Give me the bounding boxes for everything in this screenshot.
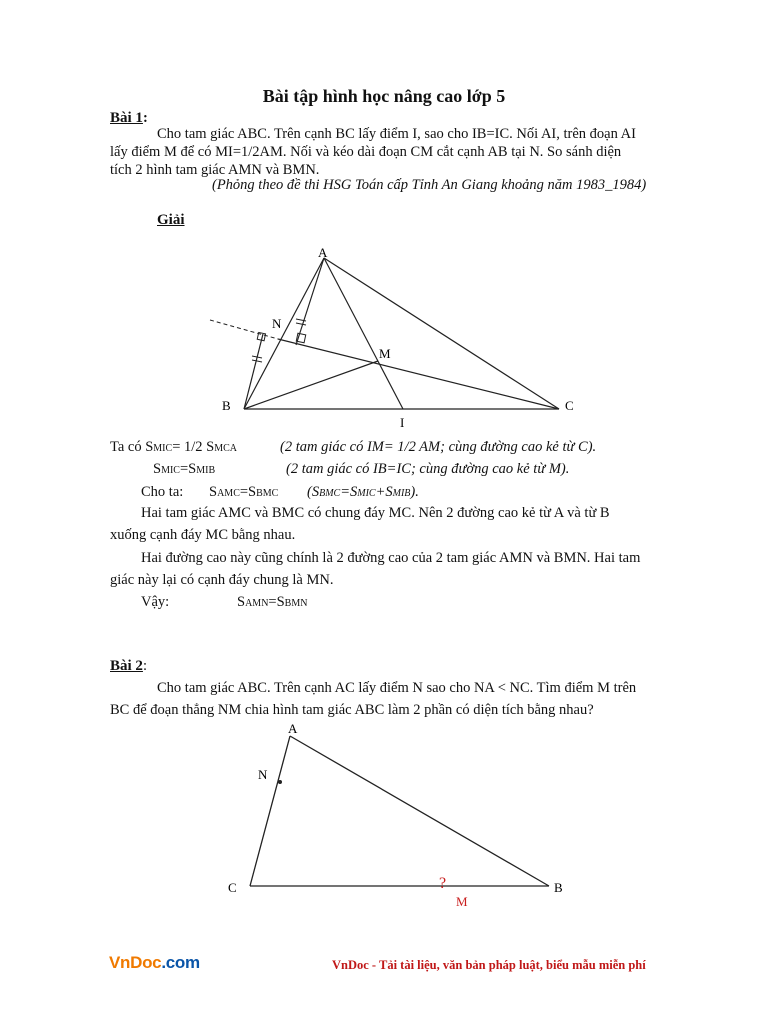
subscript: MIC — [153, 443, 173, 454]
footer-tagline: VnDoc - Tải tài liệu, văn bản pháp luật, biểu mẫu miễn phí — [332, 958, 646, 972]
subscript: AMC — [217, 488, 240, 499]
subscript: BMN — [284, 598, 308, 609]
side-ab — [290, 736, 549, 886]
subscript: AMN — [245, 598, 269, 609]
bai2-triangle-figure — [0, 710, 768, 920]
label-n: N — [272, 316, 282, 331]
solution-line-2-note: (2 tam giác có IB=IC; cùng đường cao kẻ từ M). — [286, 461, 570, 477]
bai1-problem-line-1: Cho tam giác ABC. Trên cạnh BC lấy điểm I, sao cho IB=IC. Nối AI, trên đoạn AI — [157, 126, 636, 142]
solution-line-7: giác này lại có cạnh đáy chung là MN. — [110, 572, 334, 588]
bai2-problem-line-1: Cho tam giác ABC. Trên cạnh AC lấy điểm N sao cho NA < NC. Tìm điểm M trên — [157, 680, 637, 696]
solution-line-3-prefix: Cho ta: — [141, 484, 184, 500]
point-n — [278, 780, 282, 784]
equal-tick-2b — [252, 360, 262, 362]
solution-line-8 — [237, 591, 307, 615]
solution-line-4: Hai tam giác AMC và BMC có chung đáy MC. Nên 2 đường cao kẻ từ A và từ B — [141, 505, 610, 521]
label-a: A — [318, 245, 328, 260]
bai1-triangle-figure — [0, 0, 768, 440]
text-fragment: =S — [239, 484, 257, 500]
subscript: MIB — [196, 465, 216, 476]
label-m: M — [379, 346, 391, 361]
label-n: N — [258, 767, 268, 782]
solution-line-2 — [153, 458, 215, 482]
label-c: C — [565, 398, 574, 413]
subscript: BMC — [256, 488, 279, 499]
side-ac — [250, 736, 290, 886]
side-ac — [324, 258, 559, 409]
equal-tick-1b — [296, 323, 306, 325]
solution-line-8-prefix: Vậy: — [141, 594, 170, 610]
bai1-problem-line-3: tích 2 hình tam giác AMN và BMN. — [110, 162, 320, 178]
label-c: C — [228, 880, 237, 895]
subscript: MIC — [357, 488, 376, 499]
subscript: BMC — [319, 488, 341, 499]
altitude-from-a — [296, 258, 324, 345]
solution-line-6: Hai đường cao này cũng chính là 2 đường cao của 2 tam giác AMN và BMN. Hai tam — [141, 550, 641, 566]
subscript: MIC — [161, 465, 180, 476]
bai1-problem-line-2: lấy điểm M để có MI=1/2AM. Nối và kéo dài đoạn CM cắt cạnh AB tại N. So sánh diện — [110, 144, 622, 160]
subscript: MCA — [214, 443, 238, 454]
segment-cn — [278, 339, 559, 409]
logo-text: VnDoc — [109, 953, 162, 972]
text-fragment: =S — [340, 484, 358, 500]
text-fragment: S — [237, 594, 246, 610]
solution-line-1 — [110, 436, 237, 460]
logo-domain: .com — [161, 953, 200, 972]
text-fragment: = 1/2 S — [172, 439, 215, 455]
question-mark: ? — [439, 875, 447, 892]
bai2-heading-row — [110, 655, 147, 677]
segment-ai — [324, 258, 403, 409]
bai1-heading-colon: : — [142, 110, 148, 126]
vndoc-logo[interactable] — [109, 953, 200, 973]
text-fragment: ). — [410, 484, 419, 500]
text-fragment: +S — [375, 484, 393, 500]
segment-cn-extension — [210, 320, 278, 339]
label-i: I — [400, 415, 405, 430]
bai2-problem-line-2: BC để đoạn thẳng NM chia hình tam giác ABC làm 2 phần có diện tích bằng nhau? — [110, 702, 594, 718]
side-ab — [244, 258, 324, 409]
text-fragment: Ta có S — [110, 439, 154, 455]
solution-line-5: xuống cạnh đáy MC bằng nhau. — [110, 527, 296, 543]
label-a: A — [288, 721, 298, 736]
segment-bm — [244, 361, 378, 409]
subscript: MIB — [392, 488, 411, 499]
label-b: B — [222, 398, 231, 413]
bai1-solution-heading: Giải — [157, 212, 185, 228]
bai2-heading-colon: : — [142, 658, 147, 674]
text-fragment: S — [209, 484, 218, 500]
bai2-heading: Bài 2 — [110, 658, 143, 674]
solution-line-1-note: (2 tam giác có IM= 1/2 AM; cùng đường cao kẻ từ C). — [280, 439, 597, 455]
label-m: M — [456, 894, 468, 909]
bai1-heading: Bài 1 — [110, 110, 143, 126]
text-fragment: =S — [179, 461, 197, 477]
text-fragment: (S — [307, 484, 320, 500]
altitude-from-b — [244, 334, 263, 409]
text-fragment: =S — [268, 594, 285, 610]
bai1-source-note: (Phỏng theo đề thi HSG Toán cấp Tỉnh An Giang khoảng năm 1983_1984) — [212, 177, 647, 193]
document-title: Bài tập hình học nâng cao lớp 5 — [262, 86, 506, 106]
label-b: B — [554, 880, 563, 895]
text-fragment: S — [153, 461, 162, 477]
